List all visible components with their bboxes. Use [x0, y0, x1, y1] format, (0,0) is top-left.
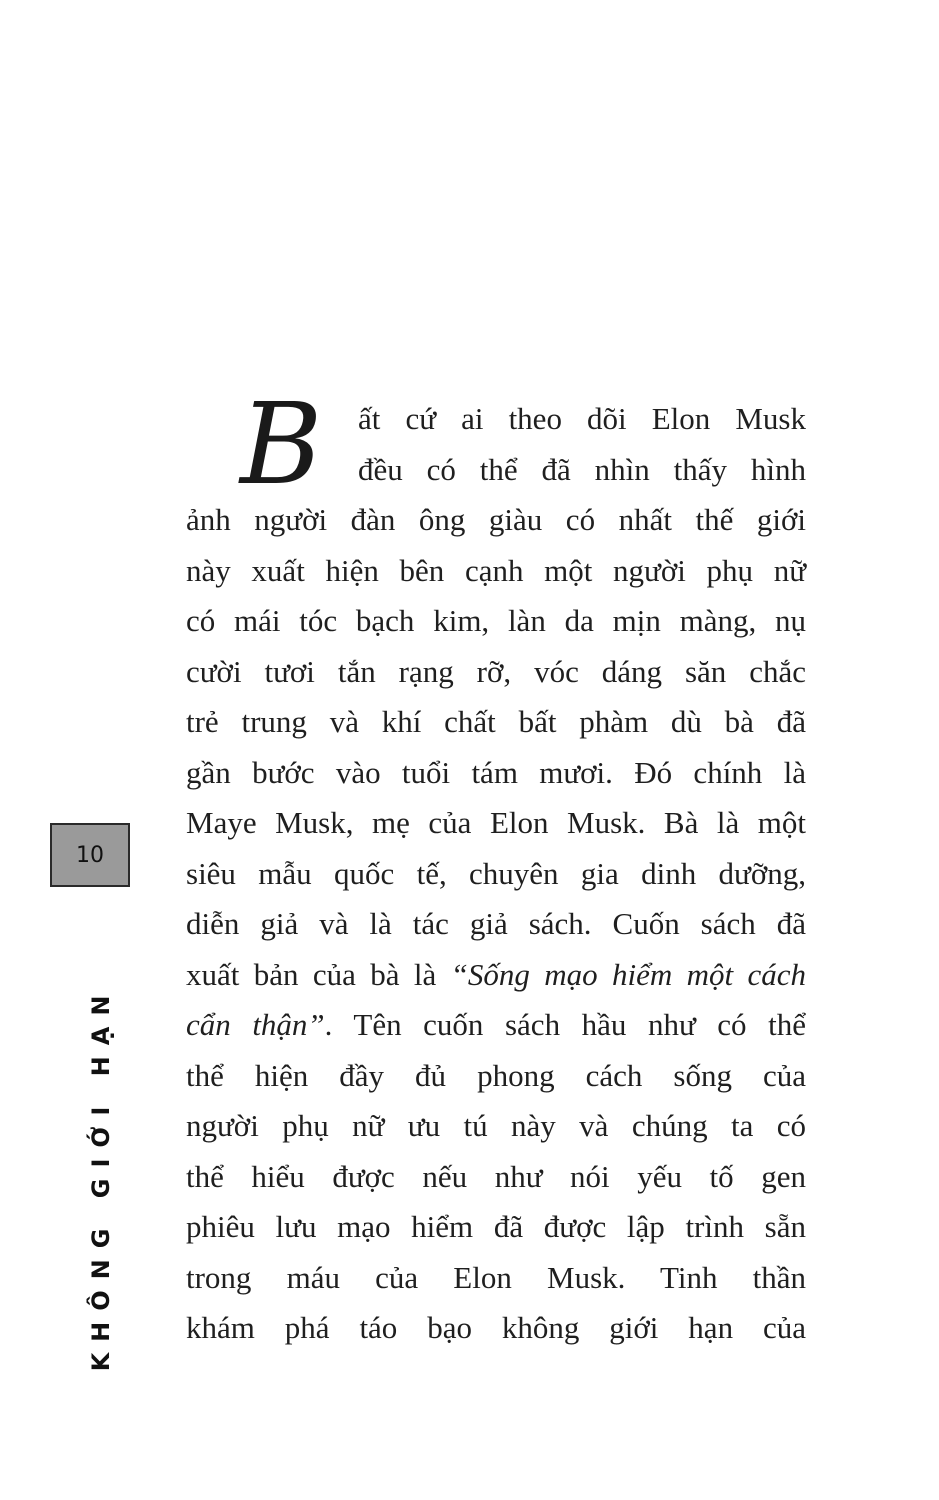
book-title: cẩn thận” [186, 1007, 325, 1042]
text-line: trẻ trung và khí chất bất phàm dù bà đã [186, 704, 806, 739]
running-head-label: KHÔNG GIỚI HẠN [87, 984, 115, 1372]
text-line: siêu mẫu quốc tế, chuyên gia dinh dưỡng, [186, 855, 806, 891]
text-line: gần bước vào tuổi tám mươi. Đó chính là [186, 754, 806, 790]
text-line: trong máu của Elon Musk. Tinh thần [186, 1259, 806, 1295]
text-line-with-title [186, 950, 806, 1001]
body-paragraph [186, 394, 806, 1354]
text-line: đều có thể đã nhìn thấy hình [358, 451, 806, 487]
text-line: khám phá táo bạo không giới hạn của [186, 1310, 806, 1345]
text-line: ảnh người đàn ông giàu có nhất thế giới [186, 502, 806, 537]
text-line-with-title [186, 1000, 806, 1051]
text-fragment: . Tên cuốn sách hầu như có thể [324, 1007, 806, 1042]
text-line: diễn giả và là tác giả sách. Cuốn sách đã [186, 906, 806, 941]
page-number: 10 [50, 823, 130, 887]
text-fragment: xuất bản của bà là [186, 956, 451, 992]
text-line: người phụ nữ ưu tú này và chúng ta có [186, 1108, 806, 1143]
text-line: thể hiểu được nếu như nói yếu tố gen [186, 1158, 806, 1194]
text-line: cười tươi tắn rạng rỡ, vóc dáng săn chắc [186, 653, 806, 689]
book-title: “Sống mạo hiểm một cách [450, 956, 807, 992]
drop-cap: B [240, 380, 323, 510]
text-line: phiêu lưu mạo hiểm đã được lập trình sẵn [186, 1209, 806, 1244]
text-line: này xuất hiện bên cạnh một người phụ nữ [186, 552, 806, 588]
text-line: ất cứ ai theo dõi Elon Musk [358, 401, 806, 436]
text-line: thể hiện đầy đủ phong cách sống của [186, 1057, 806, 1093]
text-line: Maye Musk, mẹ của Elon Musk. Bà là một [186, 805, 806, 840]
text-line: có mái tóc bạch kim, làn da mịn màng, nụ [186, 603, 806, 638]
